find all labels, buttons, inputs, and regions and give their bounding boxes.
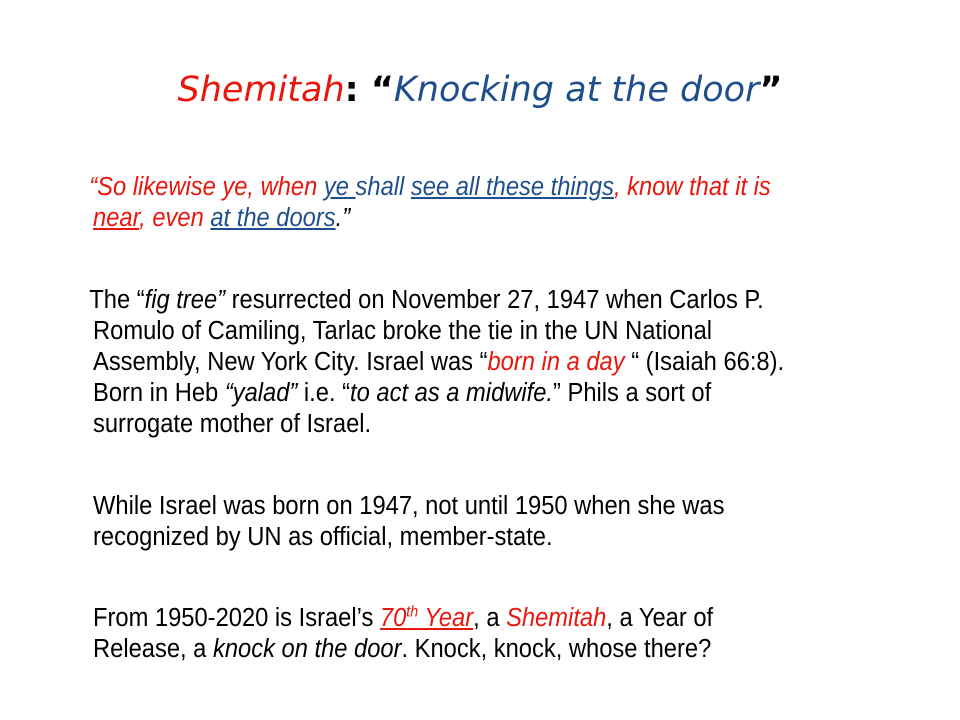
paragraph-seventieth-year: [93, 603, 865, 665]
p3-line-1: From 1950-2020 is Israel’s 70th Year, a Shemitah, a Year of: [93, 603, 714, 632]
scripture-quote: [89, 172, 865, 234]
paragraph-fig-tree: [89, 285, 865, 440]
p1-line-2: Romulo of Camiling, Tarlac broke the tie in the UN National: [93, 317, 713, 345]
title-close-quote: ”: [759, 70, 783, 110]
title-colon: : “: [344, 70, 394, 110]
p1-line-5: surrogate mother of Israel.: [93, 410, 372, 438]
title-knocking: Knocking at the door: [393, 70, 760, 110]
title-shemitah: Shemitah: [177, 70, 345, 110]
p3-line-2: Release, a knock on the door. Knock, knock, whose there?: [93, 635, 712, 663]
p1-line-4: Born in Heb “yalad” i.e. “to act as a midwife.” Phils a sort of: [93, 379, 712, 407]
paragraph-recognition: [93, 491, 865, 553]
p1-line-1: The “fig tree” resurrected on November 27, 1947 when Carlos P.: [89, 286, 764, 314]
slide-title: [0, 70, 960, 110]
quote-line-1: “So likewise ye, when ye shall see all these things, know that it is: [89, 173, 771, 201]
p1-line-3: Assembly, New York City. Israel was “born in a day “ (Isaiah 66:8).: [93, 348, 785, 376]
p2-line-1: While Israel was born on 1947, not until 1950 when she was: [93, 492, 725, 520]
p2-line-2: recognized by UN as official, member-state.: [93, 523, 553, 551]
quote-line-2: near, even at the doors.”: [93, 204, 351, 232]
